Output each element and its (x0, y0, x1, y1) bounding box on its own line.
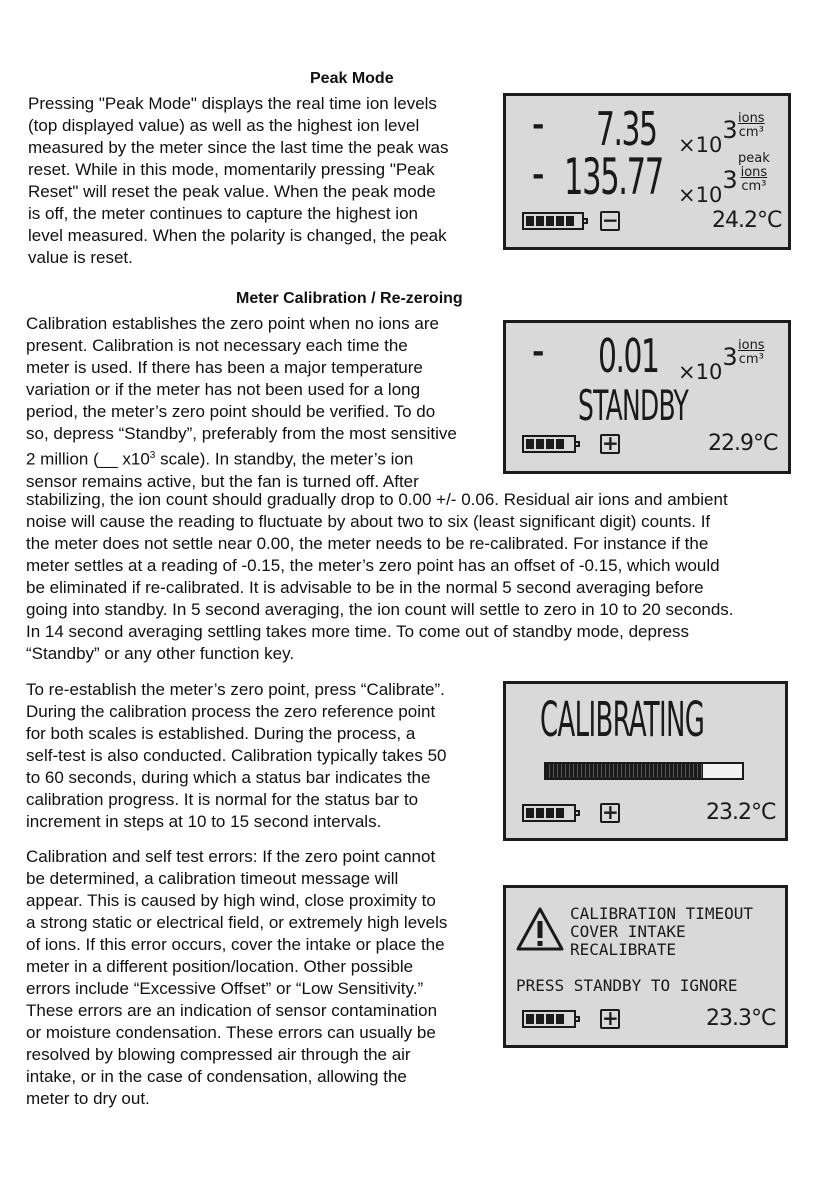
text-line: or moisture condensation. These errors can usually be (26, 1023, 436, 1042)
temperature-readout: 22.9°C (708, 431, 778, 456)
unit-numerator: ions (738, 338, 765, 353)
unit-label (738, 339, 765, 367)
text-line: meter to dry out. (26, 1089, 150, 1108)
text-line: so, depress “Standby”, preferably from the most sensitive (26, 424, 457, 443)
text-line: (top displayed value) as well as the highest ion level (28, 116, 420, 135)
battery-icon (522, 1010, 576, 1028)
recalibrate-message: RECALIBRATE (570, 940, 676, 959)
text-line: level measured. When the polarity is changed, the peak (28, 226, 447, 245)
superscript: 3 (149, 450, 156, 461)
battery-icon (522, 435, 576, 453)
text-line: reset. While in this mode, momentarily pressing "Peak (28, 160, 435, 179)
peak-label: peak (738, 151, 770, 166)
peak-mode-text (28, 93, 498, 269)
text-line: During the calibration process the zero reference point (26, 702, 436, 721)
multiplier-base: ×10 (678, 133, 723, 157)
text-line: going into standby. In 5 second averaging, the ion count will settle to zero in 10 to 20 seconds. (26, 600, 734, 619)
text-line: Pressing "Peak Mode" displays the real time ion levels (28, 94, 437, 113)
calibration-text-narrow (26, 313, 501, 493)
calibration-heading: Meter Calibration / Re-zeroing (236, 290, 463, 307)
calibrating-status: CALIBRATING (540, 692, 705, 748)
text-line: meter is used. If there has been a major temperature (26, 358, 423, 377)
standby-status: STANDBY (578, 381, 689, 430)
unit-label (738, 112, 765, 140)
text-line: In 14 second averaging settling takes more time. To come out of standby mode, depress (26, 622, 690, 641)
text-line: To re-establish the meter’s zero point, press “Calibrate”. (26, 680, 445, 699)
battery-icon (522, 212, 584, 230)
text-line: noise will cause the reading to fluctuate by about two to six (least significant digit) counts. If (26, 512, 711, 531)
text-segment: 2 million (__ x10 (26, 449, 150, 469)
plus-icon: + (602, 431, 619, 455)
battery-icon (522, 804, 576, 822)
temperature-readout: 24.2°C (712, 208, 782, 233)
multiplier-exponent: 3 (722, 116, 738, 144)
text-line: calibration progress. It is normal for the status bar to (26, 790, 419, 809)
lcd-calibrating-display (503, 681, 788, 841)
text-line: Calibration establishes the zero point when no ions are (26, 314, 439, 333)
multiplier (678, 343, 738, 384)
peak-mode-heading: Peak Mode (310, 70, 394, 87)
ion-value: 7.35 (596, 102, 657, 156)
warning-icon (516, 906, 564, 952)
text-line: meter settles at a reading of -0.15, the meter’s zero point has an offset of -0.15, which would (26, 556, 720, 575)
minus-icon: − (602, 208, 619, 232)
text-line: present. Calibration is not necessary each time the (26, 336, 408, 355)
polarity-sign: - (532, 158, 545, 193)
plus-icon: + (602, 800, 619, 824)
multiplier-exponent: 3 (722, 166, 738, 194)
text-line: increment in steps at 10 to 15 second intervals. (26, 812, 382, 831)
ignore-instruction: PRESS STANDBY TO IGNORE (516, 976, 738, 995)
text-segment: scale). In standby, the meter’s ion (155, 449, 414, 469)
text-line: measured by the meter since the last time the peak was (28, 138, 449, 157)
calibration-text-wide (26, 489, 806, 665)
text-line: stabilizing, the ion count should gradually drop to 0.00 +/- 0.06. Residual air ions and ambient (26, 490, 728, 509)
unit-numerator: ions (740, 165, 768, 180)
polarity-sign: - (532, 335, 545, 370)
text-line: value is reset. (28, 248, 133, 267)
text-line: “Standby” or any other function key. (26, 644, 295, 663)
unit-denominator: cm³ (738, 352, 764, 367)
text-line: resolved by blowing compressed air through the air (26, 1045, 411, 1064)
multiplier (678, 166, 738, 207)
text-line: errors include “Excessive Offset” or “Low Sensitivity.” (26, 979, 424, 998)
errors-text (26, 846, 501, 1110)
temperature-readout: 23.3°C (706, 1006, 776, 1031)
text-line: be determined, a calibration timeout message will (26, 869, 399, 888)
multiplier (678, 116, 738, 157)
text-line: is off, the meter continues to capture the highest ion (28, 204, 418, 223)
text-line: a strong static or electrical field, or extremely high levels (26, 913, 448, 932)
unit-numerator: ions (738, 111, 765, 126)
text-line: Calibration and self test errors: If the zero point cannot (26, 847, 436, 866)
text-line: Reset" will reset the peak value. When the peak mode (28, 182, 436, 201)
polarity-sign: - (532, 108, 545, 143)
lcd-standby-display (503, 320, 791, 474)
unit-denominator: cm³ (738, 125, 764, 140)
timeout-message: CALIBRATION TIMEOUT (570, 904, 754, 923)
text-line: These errors are an indication of sensor contamination (26, 1001, 438, 1020)
cover-intake-message: COVER INTAKE (570, 922, 686, 941)
lcd-peak-display (503, 93, 791, 250)
progress-fill (546, 764, 703, 778)
peak-unit-label (738, 152, 770, 194)
text-line: sensor remains active, but the fan is turned off. After (26, 471, 419, 491)
text-line: self-test is also conducted. Calibration typically takes 50 (26, 746, 447, 765)
ion-value: 0.01 (598, 329, 659, 383)
text-line (26, 445, 501, 471)
text-line: intake, or in the case of condensation, allowing the (26, 1067, 407, 1086)
text-line: the meter does not settle near 0.00, the meter needs to be re-calibrated. For instance if the (26, 534, 709, 553)
lcd-timeout-display (503, 885, 788, 1048)
text-line: to 60 seconds, during which a status bar indicates the (26, 768, 431, 787)
text-line: appear. This is caused by high wind, close proximity to (26, 891, 436, 910)
reestablish-text (26, 679, 501, 833)
multiplier-exponent: 3 (722, 343, 738, 371)
text-line: variation or if the meter has not been used for a long (26, 380, 421, 399)
multiplier-base: ×10 (678, 183, 723, 207)
text-line: for both scales is established. During the process, a (26, 724, 416, 743)
temperature-readout: 23.2°C (706, 800, 776, 825)
plus-icon: + (602, 1006, 619, 1030)
multiplier-base: ×10 (678, 360, 723, 384)
text-line: period, the meter’s zero point should be verified. To do (26, 402, 436, 421)
calibration-progress-bar (544, 762, 744, 780)
text-line: be eliminated if re-calibrated. It is advisable to be in the normal 5 second averaging before (26, 578, 704, 597)
unit-denominator: cm³ (741, 179, 767, 194)
text-line: of ions. If this error occurs, cover the intake or place the (26, 935, 445, 954)
text-line: meter in a different position/location. Other possible (26, 957, 414, 976)
peak-value: 135.77 (564, 148, 663, 206)
